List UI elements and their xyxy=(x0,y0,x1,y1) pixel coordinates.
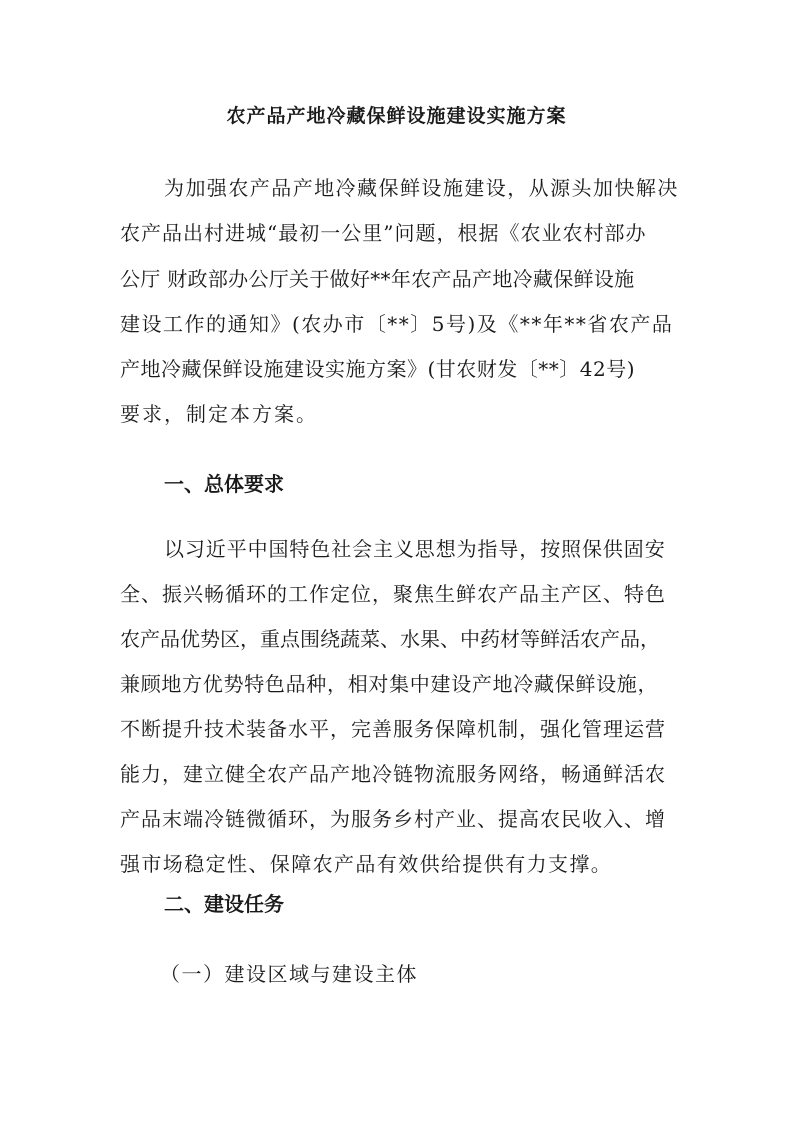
section-heading: 二、建设任务 xyxy=(164,892,284,916)
paragraph-line: 产品末端冷链微循环，为服务乡村产业、提高农民收入、增 xyxy=(120,807,666,831)
paragraph-line: 以习近平中国特色社会主义思想为指导，按照保供固安 xyxy=(164,537,666,561)
document-title: 农产品产地冷藏保鲜设施建设实施方案 xyxy=(226,105,567,127)
paragraph-line: 农产品优势区，重点围绕蔬菜、水果、中药材等鲜活农产品， xyxy=(120,627,660,651)
paragraph-line: 产地冷藏保鲜设施建设实施方案》(甘农财发〔**〕42号) xyxy=(120,357,636,381)
paragraph-line: 能力，建立健全农产品产地冷链物流服务网络，畅通鲜活农 xyxy=(120,762,666,786)
subsection-heading: （一）建设区域与建设主体 xyxy=(160,962,418,986)
paragraph-line: 公厅 财政部办公厅关于做好**年农产品产地冷藏保鲜设施 xyxy=(120,267,635,291)
paragraph-line: 要求，制定本方案。 xyxy=(120,402,318,426)
section-heading: 一、总体要求 xyxy=(164,472,284,496)
paragraph-line: 兼顾地方优势特色品种，相对集中建设产地冷藏保鲜设施， xyxy=(120,672,659,696)
paragraph-line: 为加强农产品产地冷藏保鲜设施建设，从源头加快解决 xyxy=(164,176,679,200)
paragraph-line: 建设工作的通知》(农办市〔**〕5号)及《**年**省农产品 xyxy=(120,312,674,336)
paragraph-line: 全、振兴畅循环的工作定位，聚焦生鲜农产品主产区、特色 xyxy=(120,582,666,606)
paragraph-line: 不断提升技术装备水平，完善服务保障机制，强化管理运营 xyxy=(120,717,666,741)
paragraph-line: 强市场稳定性、保障农产品有效供给提供有力支撑。 xyxy=(120,852,613,876)
paragraph-line: 农产品出村进城“最初一公里”问题，根据《农业农村部办 xyxy=(120,221,647,245)
